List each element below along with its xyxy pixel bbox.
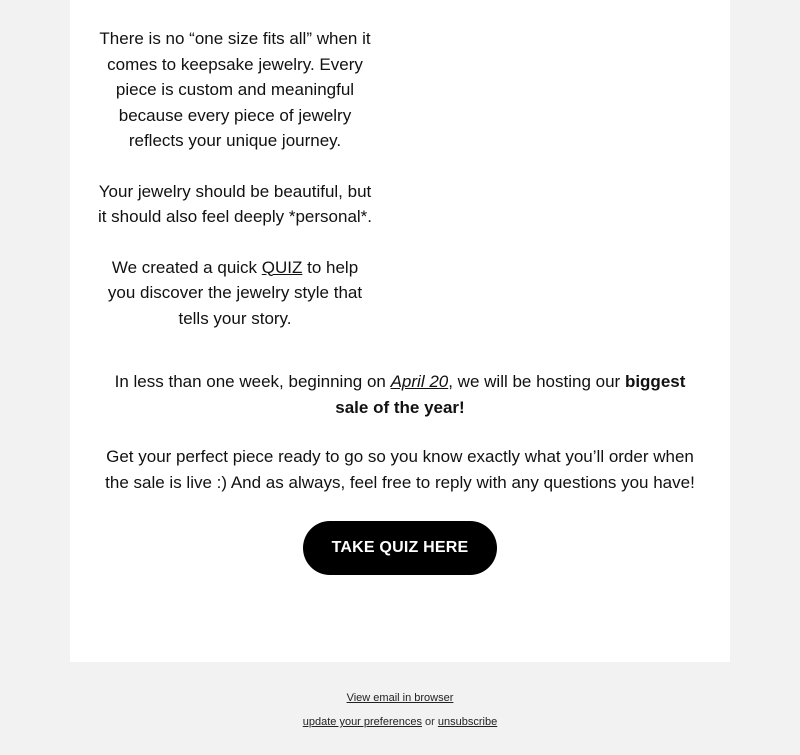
take-quiz-button[interactable]: TAKE QUIZ HERE — [303, 521, 497, 575]
ready-paragraph-block — [96, 444, 704, 495]
sale-announcement — [96, 369, 704, 420]
update-preferences-link[interactable]: update your preferences — [302, 716, 422, 728]
sale-text-middle: , we will be hosting our — [448, 372, 625, 391]
view-in-browser-row — [0, 686, 800, 710]
intro-paragraph-2: Your jewelry should be beautiful, but it should also feel deeply *personal*. — [97, 181, 373, 226]
footer-or-text: or — [422, 716, 438, 728]
intro-paragraph-3 — [96, 255, 374, 332]
sale-highlight: biggest sale of the year! — [335, 372, 686, 417]
quiz-intro-text: We created a quick — [111, 257, 262, 277]
sale-date-link[interactable]: April 20 — [390, 372, 449, 391]
unsubscribe-link[interactable]: unsubscribe — [437, 716, 498, 728]
preferences-row — [0, 710, 800, 734]
intro-text-column — [96, 26, 374, 356]
hero-image-placeholder — [400, 20, 700, 330]
ready-paragraph: Get your perfect piece ready to go so you know exactly what you’ll order when the sale is live :) And as always, feel free to reply with any questions you have! — [105, 447, 695, 492]
intro-paragraph-1: There is no “one size fits all” when it comes to keepsake jewelry. Every piece is custom and meaningful because every piece of jewelry reflects your unique journey. — [99, 29, 371, 150]
email-footer — [0, 686, 800, 734]
sale-paragraph — [96, 369, 704, 420]
quiz-link[interactable]: QUIZ — [261, 257, 303, 277]
email-card — [70, 0, 730, 662]
quiz-outro-text: to help you discover the jewelry style that tells your story. — [107, 257, 363, 328]
view-in-browser-link[interactable]: View email in browser — [346, 692, 454, 704]
sale-text-start: In less than one week, beginning on — [114, 372, 391, 391]
